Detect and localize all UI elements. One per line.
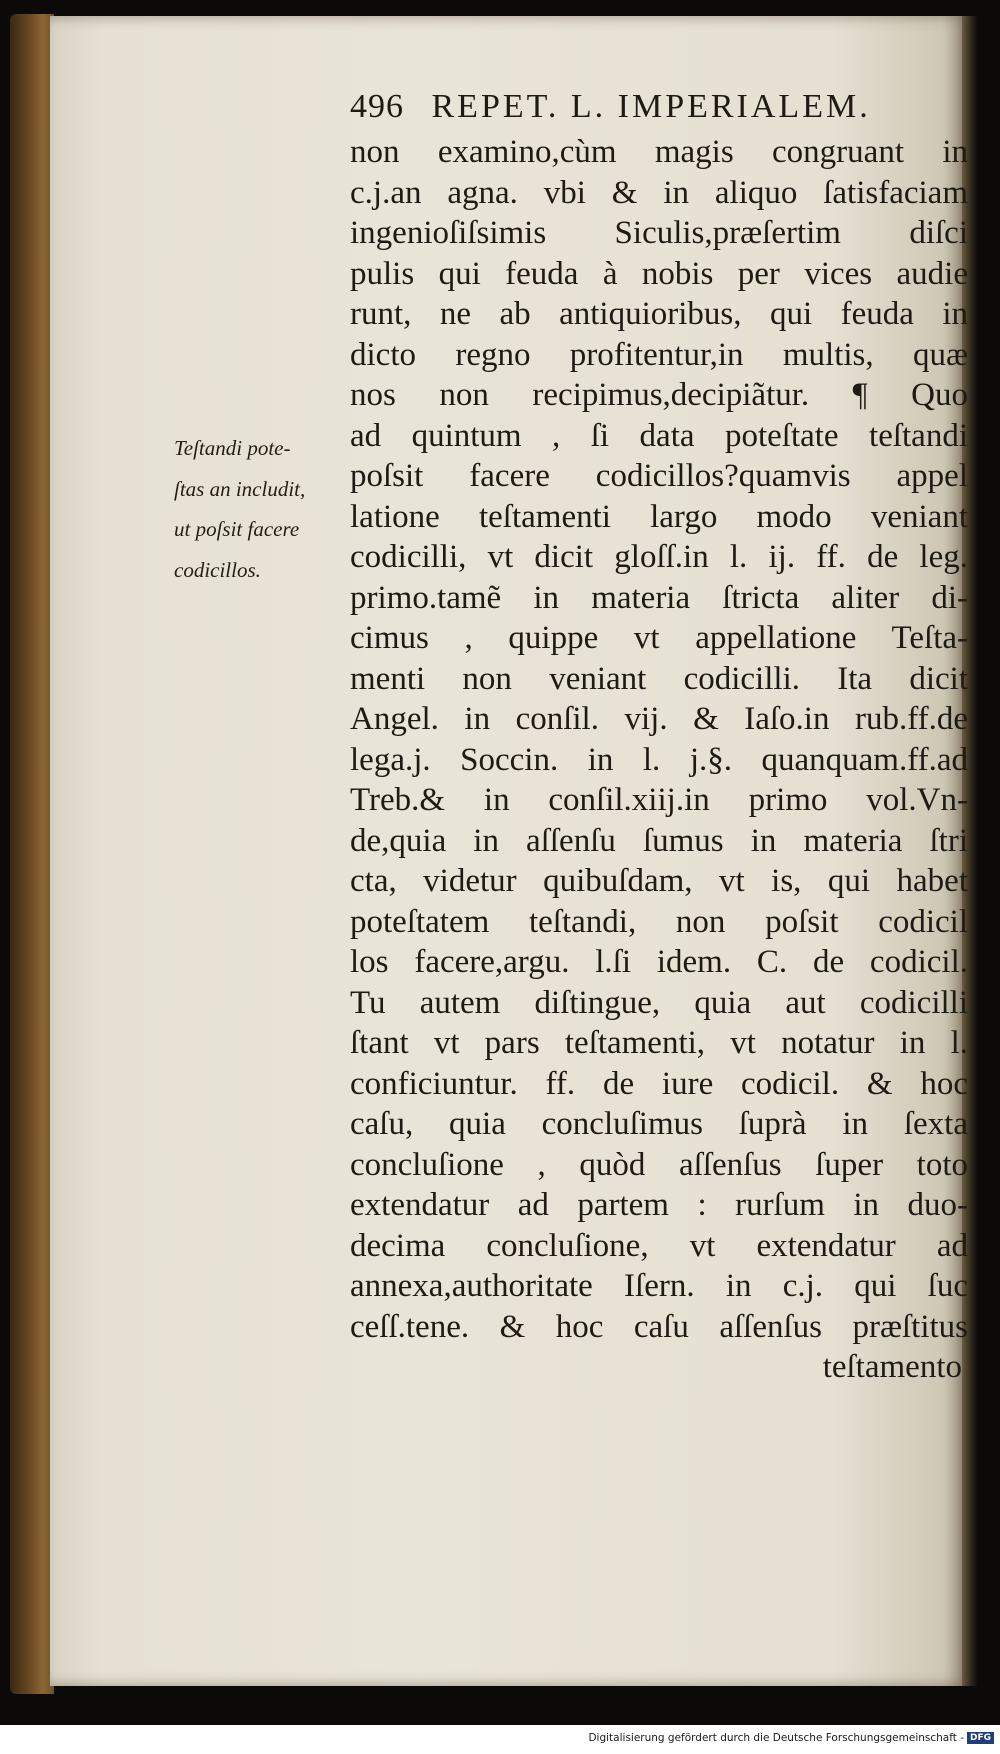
text-line: nos non recipimus,decipiãtur. ¶ Quo — [350, 377, 968, 413]
text-line: Angel. in conſil. vij. & Iaſo.in rub.ff.de — [350, 701, 968, 737]
text-line: runt, ne ab antiquioribus, qui feuda in — [350, 296, 968, 332]
credit-text: Digitalisierung gefördert durch die Deutsche Forschungsgemeinschaft - — [588, 1732, 964, 1744]
page-number: 496 — [350, 88, 404, 125]
text-line: codicilli, vt dicit gloſſ.in l. ij. ff. de leg. — [350, 539, 968, 575]
running-head: REPET. L. IMPERIALEM. — [431, 88, 871, 125]
marginal-note-line: ſtas an includit, — [174, 476, 306, 501]
catchword: teſtamento — [822, 1349, 962, 1385]
text-line: non examino,cùm magis congruant in — [350, 134, 968, 170]
text-line: annexa,authoritate Iſern. in c.j. qui ſuc — [350, 1268, 968, 1304]
text-line: extendatur ad partem : rurſum in duo- — [350, 1187, 968, 1223]
text-line: ceſſ.tene. & hoc caſu aſſenſus præſtitus — [350, 1308, 968, 1345]
text-line: c.j.an agna. vbi & in aliquo ſatisfaciam — [350, 174, 968, 211]
text-line: pulis qui feuda à nobis per vices audie — [350, 255, 968, 292]
marginal-note-line: codicillos. — [174, 557, 261, 582]
text-line: poſsit facere codicillos?quamvis appel — [350, 458, 968, 494]
page-header — [350, 88, 871, 126]
text-line: de,quia in aſſenſu ſumus in materia ſtri — [350, 822, 968, 859]
text-line: latione teſtamenti largo modo veniant — [350, 498, 968, 535]
text-line: ingenioſiſsimis Siculis,præſertim diſci — [350, 215, 968, 251]
text-line: caſu, quia concluſimus ſuprà in ſexta — [350, 1106, 968, 1142]
marginal-note-line: ut poſsit facere — [174, 517, 300, 541]
body-text — [350, 132, 968, 1388]
text-line: conficiuntur. ff. de iure codicil. & hoc — [350, 1065, 968, 1102]
book-binding — [10, 14, 54, 1694]
digitization-credit — [588, 1732, 994, 1744]
text-line: cimus , quippe vt appellatione Teſta- — [350, 620, 968, 656]
text-line: ſtant vt pars teſtamenti, vt notatur in l. — [350, 1025, 968, 1061]
text-line: los facere,argu. l.ſi idem. C. de codicil. — [350, 944, 968, 980]
marginal-note — [174, 428, 344, 590]
text-line: ad quintum , ſi data poteſtate teſtandi — [350, 417, 968, 454]
text-line: poteſtatem teſtandi, non poſsit codicil — [350, 903, 968, 940]
text-line: cta, videtur quibuſdam, vt is, qui habet — [350, 863, 968, 899]
text-line: primo.tamẽ in materia ſtricta aliter di- — [350, 579, 968, 616]
marginal-note-line: Teſtandi pote- — [174, 436, 291, 460]
dfg-logo: DFG — [967, 1732, 994, 1744]
text-line: concluſione , quòd aſſenſus ſuper toto — [350, 1146, 968, 1183]
text-line: menti non veniant codicilli. Ita dicit — [350, 660, 968, 697]
text-line: Treb.& in conſil.xiij.in primo vol.Vn- — [350, 782, 968, 818]
text-line: lega.j. Soccin. in l. j.§. quanquam.ff.ad — [350, 741, 968, 778]
text-line: dicto regno profitentur,in multis, quæ — [350, 336, 968, 373]
text-line: decima concluſione, vt extendatur ad — [350, 1227, 968, 1264]
text-line: Tu autem diſtingue, quia aut codicilli — [350, 984, 968, 1021]
